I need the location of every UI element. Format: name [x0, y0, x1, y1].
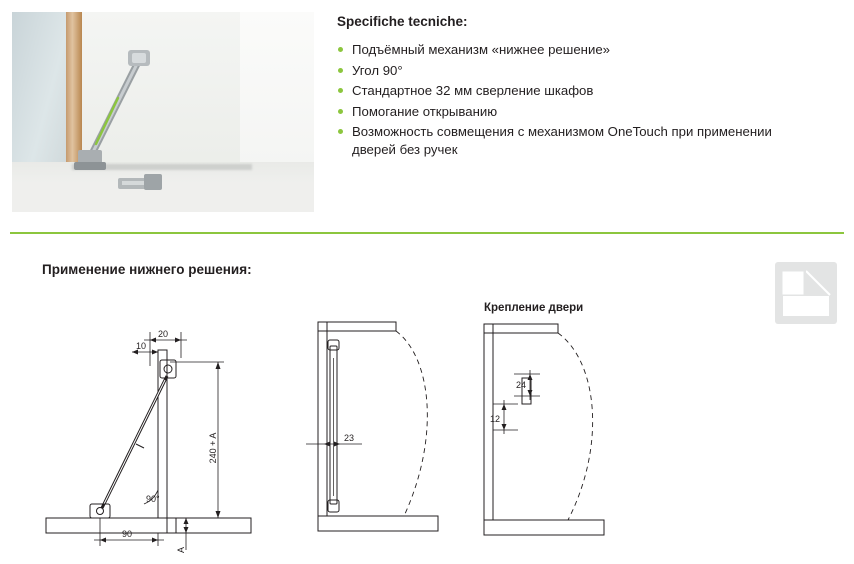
- drawing-front-view: [300, 318, 460, 543]
- drawing-door-mount: [470, 300, 670, 543]
- dim-top-width: 20: [158, 329, 169, 339]
- spec-item: Стандартное 32 мм сверление шкафов: [337, 82, 817, 100]
- dim-offset: 10: [136, 341, 147, 351]
- cabinet-corner-icon: [775, 262, 837, 324]
- photo-lift-mechanism: [72, 50, 154, 180]
- specifications-block: [337, 14, 817, 161]
- dim-height: 240 + A: [208, 432, 218, 464]
- photo-base-bracket: [118, 172, 164, 194]
- specs-list: [337, 41, 817, 158]
- spec-item: Подъёмный механизм «нижнее решение»: [337, 41, 817, 59]
- photo-wall-left: [12, 12, 70, 168]
- spec-item: Угол 90°: [337, 62, 817, 80]
- dim-lower: 12: [490, 414, 501, 424]
- dim-depth: 23: [344, 433, 355, 443]
- dim-angle: 90°: [146, 494, 160, 504]
- product-photo: [12, 12, 314, 212]
- spec-item: Возможность совмещения с механизмом OneTouch при применении дверей без ручек: [337, 123, 817, 158]
- dim-upper: 24: [516, 380, 527, 390]
- specs-title: Specifiche tecniche:: [337, 14, 468, 29]
- spec-item: Помогание открыванию: [337, 103, 817, 121]
- dim-base-width: 90: [122, 529, 133, 539]
- door-mount-label: Крепление двери: [484, 302, 584, 314]
- section-divider: [10, 232, 844, 234]
- section-title: Применение нижнего решения:: [42, 262, 252, 277]
- dim-base-depth: A: [176, 546, 186, 553]
- drawing-side-view: [40, 318, 270, 553]
